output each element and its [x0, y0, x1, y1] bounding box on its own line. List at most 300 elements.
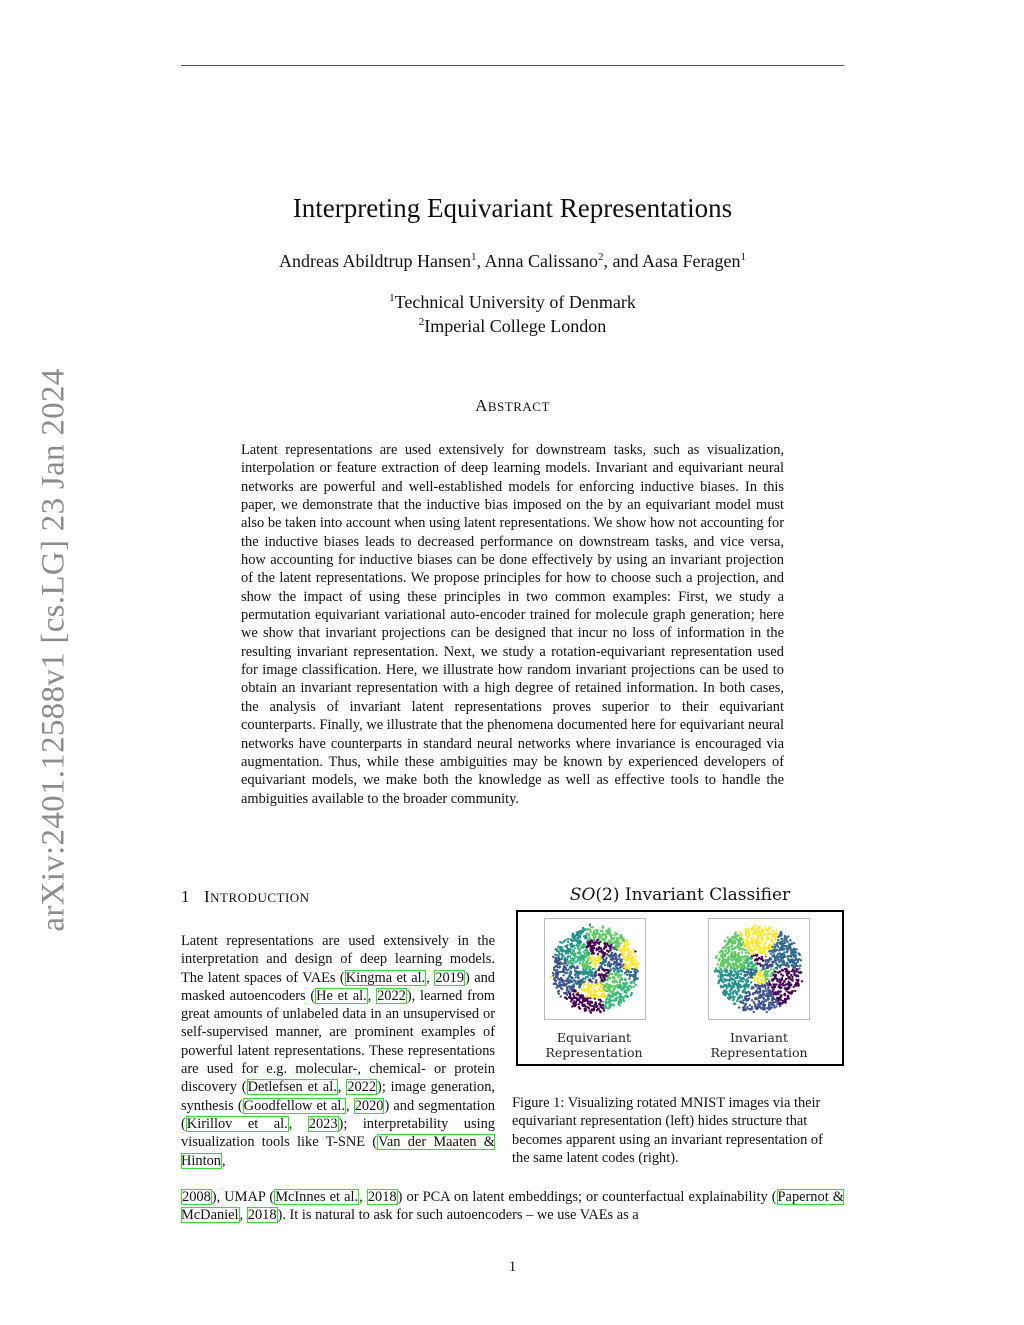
scatter-point [720, 985, 722, 987]
scatter-point [759, 988, 761, 990]
scatter-point [746, 940, 748, 942]
scatter-point [754, 985, 756, 987]
scatter-point [560, 946, 562, 948]
citation-link[interactable]: 2019 [435, 969, 465, 986]
abstract-text: Latent representations are used extensively for downstream tasks, such as visualization, interpolation or feature extraction of deep learning models. Invariant and equivariant neural networks are powerful and well-established models for enforcing inductive biases. In this paper, we demonstrate that the inductive bias imposed on the by an equivariant model must also be taken into account when using latent representations. We show how not accounting for the inductive biases leads to decreased performance on downstream tasks, and vice versa, how accounting for inductive biases can be done effectively by using an invariant projection of the latent representations. We propose principles for how to choose such a projection, and show the impact of using these principles in two common examples: First, we study a permutation equivariant variational auto-encoder trained for molecule graph generation; here we show that invariant projections can be designed that incur no loss of information in the resulting invariant representation. Next, we study a rotation-equivariant representation used for image classification. Here, we illustrate how random invariant projections can be used to obtain an invariant representation with a high degree of retained information. In both cases, the analysis of invariant latent representations proves superior to their equivariant counterparts. Finally, we illustrate that the phenomena documented here for equivariant neural networks have counterparts in standard neural networks where invariance is encouraged via augmentation. Thus, while these ambiguities may be known by experienced developers of equivariant models, we make both the knowledge as well as effective tools to handle the ambiguities available to the broader community. [241, 442, 784, 807]
scatter-point [793, 956, 795, 958]
citation-link[interactable]: Kingma et al. [345, 969, 426, 986]
scatter-point [724, 940, 726, 942]
scatter-point [739, 937, 741, 939]
scatter-point [587, 1000, 589, 1002]
citation-link[interactable]: Papernot & McDaniel [181, 1189, 844, 1224]
scatter-point [556, 962, 558, 964]
scatter-point [720, 950, 722, 952]
scatter-point [741, 933, 743, 935]
scatter-point [610, 934, 612, 936]
scatter-point [732, 963, 734, 965]
scatter-point [581, 955, 583, 957]
intro-text: ), learned from great amounts of unlabeled data in an unsupervised or self-supervised manner, are prominent examples of powerful latent representations. These representations are used for e.g. molecular-, chemical- or protein discovery ( [181, 987, 495, 1096]
scatter-point [742, 966, 744, 968]
scatter-point [634, 950, 636, 952]
scatter-point [758, 1000, 760, 1002]
author-name: Andreas Abildtrup Hansen [279, 251, 471, 271]
citation-link[interactable]: Goodfellow et al. [243, 1097, 345, 1114]
scatter-point [632, 949, 634, 951]
scatter-point [579, 962, 581, 964]
scatter-point [760, 979, 762, 981]
scatter-point [553, 983, 555, 985]
scatter-point [754, 980, 756, 982]
scatter-point [596, 960, 598, 962]
scatter-point [634, 961, 636, 963]
scatter-point [593, 968, 595, 970]
scatter-point [779, 932, 781, 934]
scatter-point [785, 988, 787, 990]
scatter-point [745, 992, 747, 994]
scatter-point [729, 964, 731, 966]
scatter-point [761, 956, 763, 958]
scatter-point [604, 945, 606, 947]
scatter-point [762, 1001, 764, 1003]
scatter-point [571, 977, 573, 979]
scatter-point [740, 973, 742, 975]
scatter-point [602, 960, 604, 962]
scatter-point [745, 980, 747, 982]
scatter-point [724, 991, 726, 993]
scatter-point [620, 989, 622, 991]
scatter-point [764, 942, 766, 944]
scatter-point [727, 997, 729, 999]
scatter-point [727, 985, 729, 987]
scatter-point [630, 971, 632, 973]
scatter-point [600, 981, 602, 983]
scatter-point [578, 973, 580, 975]
scatter-point [604, 964, 606, 966]
scatter-point [770, 958, 772, 960]
scatter-point [633, 979, 635, 981]
scatter-point [788, 943, 790, 945]
scatter-point [595, 970, 597, 972]
affiliation-mark: 1 [389, 292, 395, 304]
scatter-point [723, 965, 725, 967]
intro-text: ) and segmentation ( [181, 1097, 495, 1132]
scatter-point [593, 1009, 595, 1011]
scatter-point [617, 942, 619, 944]
scatter-point [796, 974, 798, 976]
scatter-point [777, 993, 779, 995]
scatter-point [612, 955, 614, 957]
scatter-point [737, 953, 739, 955]
scatter-point [734, 1003, 736, 1005]
scatter-point [791, 976, 793, 978]
scatter-point [773, 973, 775, 975]
scatter-point [626, 939, 628, 941]
scatter-point [720, 954, 722, 956]
scatter-point [715, 967, 717, 969]
scatter-point [635, 984, 637, 986]
scatter-point [725, 949, 727, 951]
scatter-point [618, 963, 620, 965]
scatter-point [758, 957, 760, 959]
scatter-point [609, 949, 611, 951]
citation-link[interactable]: 2018 [247, 1207, 277, 1224]
scatter-point [760, 969, 762, 971]
scatter-point [778, 978, 780, 980]
scatter-point [577, 942, 579, 944]
scatter-point [750, 969, 752, 971]
scatter-point [623, 952, 625, 954]
scatter-point [740, 980, 742, 982]
scatter-point [560, 995, 562, 997]
intro-text: ) and masked autoencoders ( [181, 969, 495, 1004]
invariant-label: Invariant Representation [710, 1030, 808, 1060]
scatter-point [772, 949, 774, 951]
scatter-point [619, 967, 621, 969]
scatter-point [566, 944, 568, 946]
scatter-point [598, 1008, 600, 1010]
scatter-point [590, 984, 592, 986]
scatter-point [735, 932, 737, 934]
scatter-point [764, 951, 766, 953]
scatter-point [558, 955, 560, 957]
scatter-point [734, 989, 736, 991]
scatter-point [777, 936, 779, 938]
scatter-point [591, 971, 593, 973]
scatter-point [738, 946, 740, 948]
scatter-point [580, 980, 582, 982]
scatter-point [738, 976, 740, 978]
scatter-point [577, 980, 579, 982]
scatter-point [745, 951, 747, 953]
scatter-point [777, 946, 779, 948]
citation-link[interactable]: Detlefsen et al. [247, 1079, 337, 1096]
scatter-point [744, 975, 746, 977]
scatter-point [561, 954, 563, 956]
scatter-point [566, 998, 568, 1000]
scatter-point [559, 963, 561, 965]
scatter-point [733, 996, 735, 998]
scatter-point [613, 961, 615, 963]
scatter-point [594, 957, 596, 959]
scatter-point [729, 990, 731, 992]
scatter-point [747, 971, 749, 973]
scatter-point [754, 992, 756, 994]
scatter-point [601, 950, 603, 952]
scatter-point [596, 990, 598, 992]
scatter-point [610, 986, 612, 988]
scatter-point [592, 977, 594, 979]
scatter-point [765, 975, 767, 977]
scatter-point [600, 965, 602, 967]
author-list [181, 251, 844, 272]
scatter-point [596, 948, 598, 950]
scatter-point [776, 942, 778, 944]
scatter-point [566, 989, 568, 991]
scatter-point [717, 975, 719, 977]
scatter-point [773, 993, 775, 995]
scatter-point [723, 981, 725, 983]
scatter-point [755, 948, 757, 950]
scatter-point [754, 924, 756, 926]
citation-link[interactable]: 2023 [308, 1115, 338, 1132]
scatter-point [734, 951, 736, 953]
scatter-point [731, 959, 733, 961]
intro-paragraph-column: Latent representations are used extensively in the interpretation and design of deep learning models. The latent spaces of VAEs (Kingma et al., 2019) and masked autoencoders (He et al., 2022), learned from great amounts of unlabeled data in an unsupervised or self-supervised manner, are prominent examples of powerful latent representations. These representations are used for e.g. molecular-, chemical- or protein discovery (Detlefsen et al., 2022); image generation, synthesis (Goodfellow et al., 2020) and segmentation (Kirillov et al., 2023); interpretability using visualization tools like T-SNE (Van der Maaten & Hinton, [181, 933, 496, 1169]
scatter-point [789, 939, 791, 941]
scatter-point [750, 942, 752, 944]
scatter-point [593, 944, 595, 946]
scatter-point [558, 953, 560, 955]
scatter-point [627, 950, 629, 952]
scatter-point [583, 981, 585, 983]
scatter-point [623, 988, 625, 990]
scatter-point [751, 999, 753, 1001]
scatter-point [588, 933, 590, 935]
scatter-point [748, 1008, 750, 1010]
scatter-point [764, 959, 766, 961]
citation-link[interactable]: He et al. [316, 987, 367, 1004]
scatter-point [552, 972, 554, 974]
scatter-point [740, 943, 742, 945]
scatter-point [572, 990, 574, 992]
scatter-point [559, 981, 561, 983]
scatter-point [636, 962, 638, 964]
scatter-point [761, 931, 763, 933]
scatter-point [747, 958, 749, 960]
scatter-point [740, 957, 742, 959]
scatter-point [774, 939, 776, 941]
scatter-point [573, 997, 575, 999]
scatter-point [578, 1007, 580, 1009]
intro-text: ) or PCA on latent embeddings; or counterfactual explainability ( [397, 1189, 777, 1205]
scatter-point [562, 974, 564, 976]
scatter-point [578, 1003, 580, 1005]
scatter-point [772, 979, 774, 981]
scatter-point [553, 966, 555, 968]
scatter-point [777, 957, 779, 959]
scatter-point [628, 971, 630, 973]
scatter-point [621, 978, 623, 980]
scatter-point [609, 955, 611, 957]
heading-rest: NTRODUCTION [210, 890, 310, 905]
scatter-point [786, 941, 788, 943]
scatter-point [599, 1010, 601, 1012]
scatter-point [629, 985, 631, 987]
scatter-point [604, 989, 606, 991]
scatter-point [741, 948, 743, 950]
scatter-point [795, 968, 797, 970]
scatter-point [729, 992, 731, 994]
scatter-point [779, 970, 781, 972]
scatter-point [769, 946, 771, 948]
citation-link[interactable]: 2022 [377, 987, 406, 1004]
scatter-point [785, 978, 787, 980]
citation-link[interactable]: Van der Maaten & Hinton [181, 1134, 495, 1169]
scatter-point [784, 968, 786, 970]
scatter-point [603, 992, 605, 994]
scatter-point [773, 955, 775, 957]
scatter-point [731, 948, 733, 950]
scatter-point [579, 985, 581, 987]
scatter-point [567, 938, 569, 940]
scatter-point [632, 986, 634, 988]
scatter-point [607, 944, 609, 946]
scatter-point [577, 959, 579, 961]
citation-link[interactable]: McInnes et al. [275, 1189, 359, 1205]
scatter-point [591, 995, 593, 997]
figure-caption: Figure 1: Visualizing rotated MNIST images via their equivariant representation (left) hides structure that becomes apparent using an invariant representation of the same latent codes (right). [512, 1095, 823, 1166]
scatter-point [573, 945, 575, 947]
scatter-point [619, 975, 621, 977]
scatter-point [603, 1009, 605, 1011]
citation-link[interactable]: 2022 [347, 1079, 377, 1096]
scatter-point [759, 994, 761, 996]
scatter-point [617, 1002, 619, 1004]
scatter-point [575, 976, 577, 978]
scatter-point [580, 996, 582, 998]
figure-title-arg: (2) [595, 885, 620, 905]
scatter-point [557, 977, 559, 979]
scatter-point [619, 942, 621, 944]
scatter-point [783, 980, 785, 982]
scatter-point [617, 970, 619, 972]
scatter-point [734, 963, 736, 965]
scatter-point [554, 969, 556, 971]
scatter-point [563, 983, 565, 985]
scatter-point [783, 951, 785, 953]
section-number: 1 [181, 887, 190, 906]
scatter-point [759, 948, 761, 950]
scatter-point [617, 938, 619, 940]
scatter-point [725, 988, 727, 990]
scatter-point [601, 990, 603, 992]
scatter-point [757, 937, 759, 939]
scatter-point [596, 1005, 598, 1007]
scatter-point [774, 936, 776, 938]
scatter-point [727, 957, 729, 959]
scatter-point [768, 943, 770, 945]
scatter-point [731, 987, 733, 989]
scatter-point [731, 945, 733, 947]
scatter-point [790, 955, 792, 957]
scatter-point [751, 953, 753, 955]
citation-link[interactable]: 2018 [367, 1189, 397, 1205]
affiliation [181, 292, 844, 313]
scatter-point [590, 956, 592, 958]
scatter-point [567, 956, 569, 958]
scatter-point [770, 968, 772, 970]
scatter-point [593, 989, 595, 991]
scatter-point [749, 972, 751, 974]
scatter-point [788, 981, 790, 983]
scatter-point [626, 974, 628, 976]
citation-link[interactable]: Kirillov et al. [186, 1115, 288, 1132]
scatter-point [585, 968, 587, 970]
scatter-point [797, 983, 799, 985]
scatter-point [620, 960, 622, 962]
scatter-point [753, 965, 755, 967]
scatter-point [591, 973, 593, 975]
intro-text: ); image generation, synthesis ( [181, 1079, 496, 1114]
scatter-point [727, 965, 729, 967]
scatter-point [747, 935, 749, 937]
scatter-point [749, 1004, 751, 1006]
scatter-point [637, 970, 639, 972]
scatter-point [609, 966, 611, 968]
scatter-point [721, 975, 723, 977]
scatter-point [571, 980, 573, 982]
scatter-point [727, 940, 729, 942]
figure-title-math: SO [569, 885, 596, 905]
scatter-point [592, 952, 594, 954]
scatter-point [613, 963, 615, 965]
scatter-point [570, 939, 572, 941]
scatter-point [581, 971, 583, 973]
scatter-point [780, 995, 782, 997]
scatter-point [762, 993, 764, 995]
scatter-point [570, 970, 572, 972]
scatter-point [583, 935, 585, 937]
scatter-point [573, 985, 575, 987]
scatter-point [780, 999, 782, 1001]
scatter-point [765, 954, 767, 956]
scatter-point [600, 985, 602, 987]
scatter-point [607, 969, 609, 971]
scatter-point [758, 943, 760, 945]
scatter-point [732, 937, 734, 939]
scatter-point [763, 934, 765, 936]
scatter-point [722, 960, 724, 962]
scatter-point [594, 965, 596, 967]
scatter-point [784, 993, 786, 995]
scatter-point [777, 939, 779, 941]
scatter-point [598, 988, 600, 990]
scatter-point [790, 943, 792, 945]
scatter-point [758, 997, 760, 999]
scatter-point [731, 951, 733, 953]
scatter-point [593, 934, 595, 936]
scatter-point [747, 930, 749, 932]
citation-link[interactable]: 2020 [354, 1097, 384, 1114]
scatter-point [552, 974, 554, 976]
citation-link[interactable]: 2008 [182, 1189, 211, 1205]
scatter-point [593, 938, 595, 940]
scatter-point [774, 976, 776, 978]
scatter-point [763, 973, 765, 975]
scatter-point [776, 949, 778, 951]
scatter-point [564, 939, 566, 941]
scatter-point [795, 957, 797, 959]
scatter-point [791, 978, 793, 980]
scatter-point [755, 963, 757, 965]
scatter-point [761, 939, 763, 941]
scatter-point [564, 992, 566, 994]
scatter-point [614, 986, 616, 988]
scatter-point [771, 999, 773, 1001]
scatter-point [576, 967, 578, 969]
scatter-point [732, 956, 734, 958]
scatter-point [582, 984, 584, 986]
scatter-point [756, 1008, 758, 1010]
heading-initial: I [204, 887, 211, 906]
scatter-point [605, 930, 607, 932]
scatter-point [594, 985, 596, 987]
scatter-point [619, 984, 621, 986]
scatter-point [781, 945, 783, 947]
scatter-point [574, 953, 576, 955]
scatter-point [760, 952, 762, 954]
scatter-point [737, 983, 739, 985]
